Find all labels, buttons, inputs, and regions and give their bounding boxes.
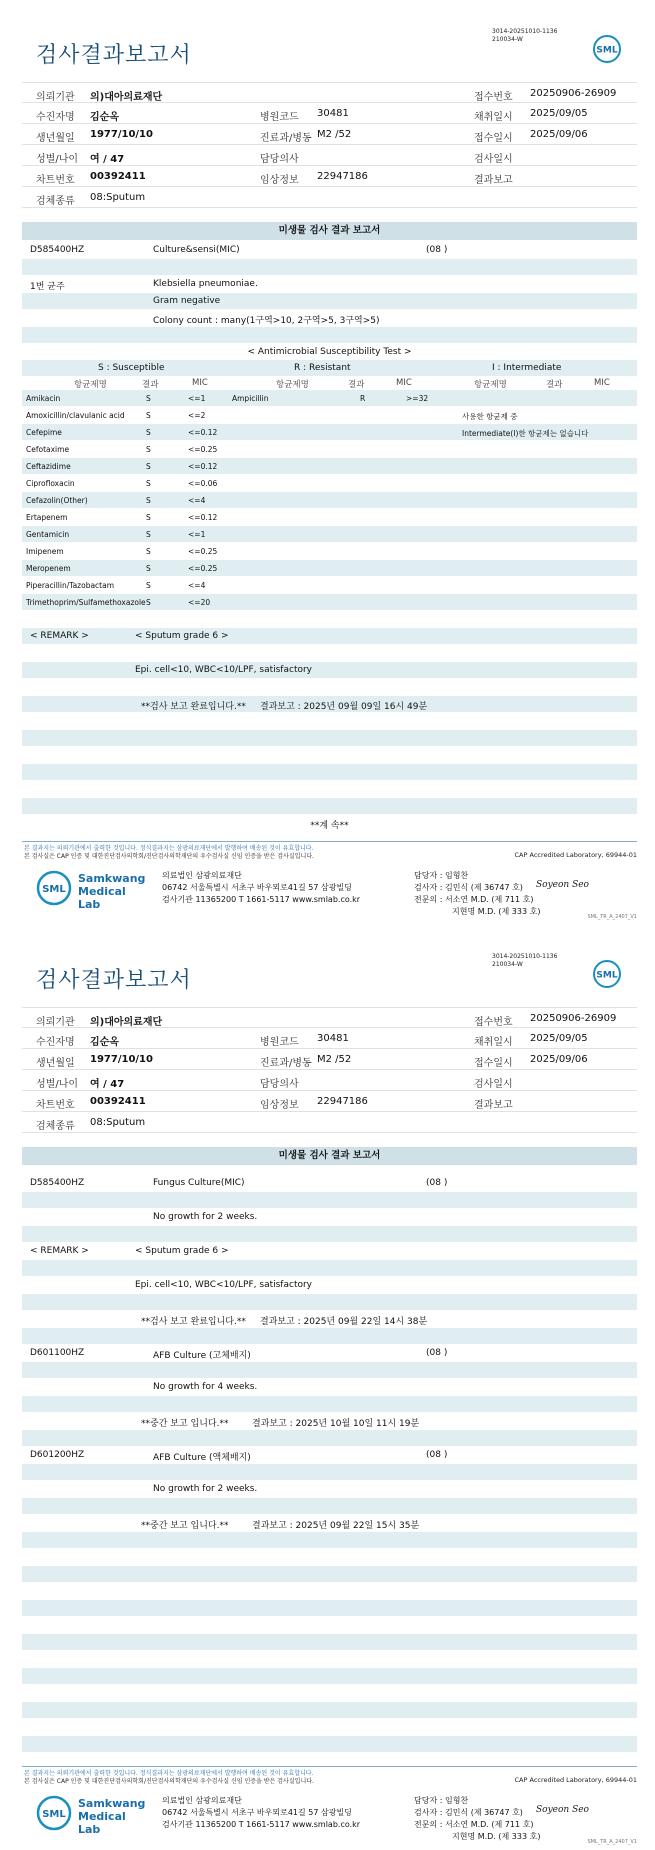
- chart-label: 차트번호: [36, 1100, 75, 1111]
- drug-name: Amoxicillin/clavulanic acid: [26, 411, 125, 420]
- test-name: Fungus Culture(MIC): [153, 1178, 245, 1188]
- test-name: AFB Culture (고체배지): [153, 1351, 251, 1361]
- footer-cap-right: CAP Accredited Laboratory, 69944-01: [514, 851, 637, 859]
- signature-image: Soyeon Seo: [536, 1805, 589, 1815]
- col-result-1: 결과: [142, 380, 159, 390]
- spacer-row: [22, 747, 637, 763]
- ast-row: [22, 543, 637, 559]
- ast-row: [22, 509, 637, 525]
- ast-row: [22, 526, 637, 542]
- drug-mic: <=4: [188, 581, 206, 590]
- gram-stain: Gram negative: [153, 296, 221, 306]
- form-code: SML_TR_A_2407_V1: [587, 914, 637, 920]
- collect-date-label: 채취일시: [474, 112, 513, 123]
- specimen-code: (08 ): [426, 1348, 448, 1358]
- samkwang-logo: SML Samkwang Medical Lab: [36, 866, 146, 906]
- dept-label: 진료과/병동: [260, 133, 312, 144]
- samkwang-logo-icon: [36, 870, 72, 906]
- report-status: **중간 보고 입니다.**: [141, 1521, 229, 1531]
- report-time: 결과보고 : 2025년 09월 09일 16시 49분: [260, 702, 428, 712]
- page-title: 검사결과보고서: [36, 968, 192, 993]
- colony-count: Colony count : many(1구역>10, 2구역>5, 3구역>5): [153, 316, 380, 326]
- spacer-row: [22, 1396, 637, 1412]
- dept-value: M2 /52: [317, 129, 352, 140]
- intermediate-note: Intermediate(I)한 항균제는 없습니다: [462, 429, 589, 438]
- spacer-row: [22, 1668, 637, 1684]
- hospital-code-label: 병원코드: [260, 112, 299, 123]
- col-mic-3: MIC: [594, 378, 610, 388]
- drug-mic: <=0.12: [188, 513, 218, 522]
- samkwang-logo-icon: [36, 1795, 72, 1831]
- footer-cap-note: 본 검사실은 CAP 인증 및 대한진단검사의학회/진단검사의학재단의 우수검사실 신임 인증을 받은 검사실입니다.: [24, 853, 314, 860]
- section-title: 미생물 검사 결과 보고서: [22, 1147, 637, 1165]
- report-status: **검사 보고 완료입니다.**: [141, 702, 246, 712]
- spacer-row: [22, 1736, 637, 1752]
- report-status: **중간 보고 입니다.**: [141, 1419, 229, 1429]
- dob-value: 1977/10/10: [90, 129, 153, 140]
- intermediate-note: 사용한 항균제 중: [462, 412, 518, 421]
- patient-info-table: [22, 1007, 637, 1133]
- form-code: SML_TR_A_2407_V1: [587, 1839, 637, 1845]
- clinical-value: 22947186: [317, 1096, 368, 1107]
- sex-age-label: 성별/나이: [36, 154, 79, 165]
- col-drug-2: 항균제명: [276, 380, 309, 390]
- drug-mic: >=32: [406, 394, 429, 403]
- sml-logo-icon: [592, 959, 622, 989]
- collect-date-value: 2025/09/05: [530, 1033, 588, 1044]
- spacer-row: [22, 1192, 637, 1208]
- footer-cap-right: CAP Accredited Laboratory, 69944-01: [514, 1776, 637, 1784]
- receive-date-label: 접수일시: [474, 133, 513, 144]
- spacer-row: [22, 764, 637, 780]
- drug-name: Cefazolin(Other): [26, 496, 88, 505]
- drug-name: Ceftazidime: [26, 462, 71, 471]
- specimen-label: 검체종류: [36, 1121, 75, 1132]
- spacer-row: [22, 1226, 637, 1242]
- drug-mic: <=0.25: [188, 564, 218, 573]
- spacer-row: [22, 1294, 637, 1310]
- org-value: 의)대아의료재단: [90, 92, 163, 103]
- culture-result: No growth for 2 weeks.: [153, 1484, 258, 1494]
- spacer-row: [22, 327, 637, 343]
- drug-name: Amikacin: [26, 394, 61, 403]
- ast-row: [22, 424, 637, 440]
- organism-name: Klebsiella pneumoniae.: [153, 279, 258, 289]
- report-time: 결과보고 : 2025년 09월 22일 14시 38분: [260, 1317, 428, 1327]
- col-mic-1: MIC: [192, 378, 208, 388]
- spacer-row: [22, 1260, 637, 1276]
- footer-divider: [22, 841, 637, 842]
- drug-name: Imipenem: [26, 547, 64, 556]
- spacer-row: [22, 1498, 637, 1514]
- ast-row: [22, 560, 637, 576]
- drug-mic: <=0.06: [188, 479, 218, 488]
- hospital-code-value: 30481: [317, 108, 349, 119]
- test-code: D585400HZ: [30, 245, 85, 255]
- collect-date-value: 2025/09/05: [530, 108, 588, 119]
- ast-row: [22, 407, 637, 423]
- ast-row: [22, 475, 637, 491]
- ast-row: [22, 390, 637, 406]
- drug-result: S: [146, 394, 151, 403]
- ast-row: [22, 458, 637, 474]
- receipt-no-label: 접수번호: [474, 92, 513, 103]
- drug-name: Cefepime: [26, 428, 62, 437]
- legend-susceptible: S : Susceptible: [98, 363, 165, 373]
- remark-grade: < Sputum grade 6 >: [135, 1246, 229, 1256]
- culture-result: No growth for 2 weeks.: [153, 1212, 258, 1222]
- report-label: 결과보고: [474, 1100, 513, 1111]
- col-result-2: 결과: [348, 380, 365, 390]
- remark-text: Epi. cell<10, WBC<10/LPF, satisfactory: [135, 665, 313, 675]
- drug-result: S: [146, 547, 151, 556]
- legend-resistant: R : Resistant: [294, 363, 351, 373]
- drug-name: Trimethoprim/Sulfamethoxazole: [26, 598, 146, 607]
- spacer-row: [22, 679, 637, 695]
- signatories: 담당자 : 임형찬 검사자 : 김민식 (제 36747 호) 전문의 : 서소연 M.D. (제 711 호) 지현명 M.D. (제 333 호): [414, 871, 541, 916]
- hospital-code-label: 병원코드: [260, 1037, 299, 1048]
- ast-title: < Antimicrobial Susceptibility Test >: [247, 347, 412, 357]
- chart-label: 차트번호: [36, 175, 75, 186]
- drug-result: R: [360, 394, 366, 403]
- test-date-label: 검사일시: [474, 154, 513, 165]
- spacer-row: [22, 1362, 637, 1378]
- drug-mic: <=0.25: [188, 547, 218, 556]
- isolate-label: 1번 균주: [30, 282, 65, 292]
- clinical-label: 임상정보: [260, 175, 299, 186]
- spacer-row: [22, 1464, 637, 1480]
- samkwang-logo: SML Samkwang Medical Lab: [36, 1791, 146, 1831]
- test-name: Culture&sensi(MIC): [153, 245, 240, 255]
- drug-name: Ampicillin: [232, 394, 269, 403]
- report-time: 결과보고 : 2025년 10월 10일 11시 19분: [252, 1419, 420, 1429]
- receive-date-value: 2025/09/06: [530, 1054, 588, 1065]
- spacer-row: [22, 259, 637, 275]
- remark-text: Epi. cell<10, WBC<10/LPF, satisfactory: [135, 1280, 313, 1290]
- report-label: 결과보고: [474, 175, 513, 186]
- drug-result: S: [146, 496, 151, 505]
- dept-label: 진료과/병동: [260, 1058, 312, 1069]
- ast-row: [22, 594, 637, 610]
- drug-mic: <=4: [188, 496, 206, 505]
- name-label: 수진자명: [36, 1037, 75, 1048]
- section-title: 미생물 검사 결과 보고서: [22, 222, 637, 240]
- col-drug-3: 항균제명: [474, 380, 507, 390]
- footer-warning: 본 결과지는 의뢰기관에서 출력한 것입니다. 정식결과지는 삼광의료재단에서 발행하여 배송된 것이 유효합니다.: [24, 1770, 314, 1777]
- spacer-row: [22, 645, 637, 661]
- document-number: 3014-20251010-1136 210034-W: [492, 28, 558, 43]
- specimen-code: (08 ): [426, 1178, 448, 1188]
- spacer-row: [22, 1532, 637, 1548]
- drug-name: Ertapenem: [26, 513, 68, 522]
- report-status: **검사 보고 완료입니다.**: [141, 1317, 246, 1327]
- doctor-label: 담당의사: [260, 154, 299, 165]
- drug-result: S: [146, 445, 151, 454]
- name-label: 수진자명: [36, 112, 75, 123]
- receipt-no-value: 20250906-26909: [530, 1013, 617, 1024]
- remark-label: < REMARK >: [30, 1246, 89, 1256]
- ast-row: [22, 492, 637, 508]
- receipt-no-label: 접수번호: [474, 1017, 513, 1028]
- ast-row: [22, 577, 637, 593]
- org-label: 의뢰기관: [36, 1017, 75, 1028]
- drug-result: S: [146, 411, 151, 420]
- drug-mic: <=20: [188, 598, 211, 607]
- col-drug-1: 항균제명: [74, 380, 107, 390]
- name-value: 김순옥: [90, 112, 119, 123]
- spacer-row: [22, 730, 637, 746]
- drug-result: S: [146, 513, 151, 522]
- org-value: 의)대아의료재단: [90, 1017, 163, 1028]
- document-number: 3014-20251010-1136 210034-W: [492, 953, 558, 968]
- drug-name: Gentamicin: [26, 530, 70, 539]
- drug-result: S: [146, 428, 151, 437]
- drug-mic: <=0.25: [188, 445, 218, 454]
- doctor-label: 담당의사: [260, 1079, 299, 1090]
- col-result-3: 결과: [546, 380, 563, 390]
- page-title: 검사결과보고서: [36, 43, 192, 68]
- chart-value: 00392411: [90, 1096, 146, 1107]
- drug-mic: <=2: [188, 411, 206, 420]
- report-time: 결과보고 : 2025년 09월 22일 15시 35분: [252, 1521, 420, 1531]
- sml-logo-icon: [592, 34, 622, 64]
- spacer-row: [22, 1702, 637, 1718]
- drug-mic: <=1: [188, 530, 206, 539]
- specimen-value: 08:Sputum: [90, 192, 146, 203]
- sml-logo-text: SML: [596, 970, 618, 981]
- drug-name: Ciprofloxacin: [26, 479, 75, 488]
- footer-cap-note: 본 검사실은 CAP 인증 및 대한진단검사의학회/진단검사의학재단의 우수검사실 신임 인증을 받은 검사실입니다.: [24, 1778, 314, 1785]
- dept-value: M2 /52: [317, 1054, 352, 1065]
- sex-age-value: 여 / 47: [90, 154, 125, 165]
- sex-age-label: 성별/나이: [36, 1079, 79, 1090]
- test-date-label: 검사일시: [474, 1079, 513, 1090]
- samkwang-logo-text: SML: [42, 1809, 66, 1820]
- drug-mic: <=1: [188, 394, 206, 403]
- spacer-row: [22, 1600, 637, 1616]
- test-code: D585400HZ: [30, 1178, 85, 1188]
- hospital-code-value: 30481: [317, 1033, 349, 1044]
- name-value: 김순옥: [90, 1037, 119, 1048]
- remark-grade: < Sputum grade 6 >: [135, 631, 229, 641]
- spacer-row: [22, 1566, 637, 1582]
- chart-value: 00392411: [90, 171, 146, 182]
- spacer-row: [22, 798, 637, 814]
- drug-result: S: [146, 530, 151, 539]
- test-code: D601100HZ: [30, 1348, 85, 1358]
- test-name: AFB Culture (액체배지): [153, 1453, 251, 1463]
- drug-name: Cefotaxime: [26, 445, 70, 454]
- collect-date-label: 채취일시: [474, 1037, 513, 1048]
- spacer-row: [22, 1328, 637, 1344]
- specimen-value: 08:Sputum: [90, 1117, 146, 1128]
- drug-mic: <=0.12: [188, 428, 218, 437]
- samkwang-logo-text: SML: [42, 884, 66, 895]
- legend-intermediate: I : Intermediate: [492, 363, 562, 373]
- drug-result: S: [146, 598, 151, 607]
- remark-label: < REMARK >: [30, 631, 89, 641]
- clinical-value: 22947186: [317, 171, 368, 182]
- footer-divider: [22, 1766, 637, 1767]
- patient-info-table: [22, 82, 637, 208]
- drug-mic: <=0.12: [188, 462, 218, 471]
- report-page-2: [0, 925, 655, 1850]
- receive-date-value: 2025/09/06: [530, 129, 588, 140]
- org-label: 의뢰기관: [36, 92, 75, 103]
- drug-name: Meropenem: [26, 564, 71, 573]
- signatories: 담당자 : 임형찬 검사자 : 김민식 (제 36747 호) 전문의 : 서소연 M.D. (제 711 호) 지현명 M.D. (제 333 호): [414, 1796, 541, 1841]
- org-address: 의료법인 삼광의료재단 06742 서울특별시 서초구 바우뫼로41길 57 삼광빌딩 검사기관 11365200 T 1661-5117 www.smlab.co.kr: [162, 1796, 361, 1829]
- drug-result: S: [146, 479, 151, 488]
- specimen-code: (08 ): [426, 1450, 448, 1460]
- signature-image: Soyeon Seo: [536, 880, 589, 890]
- spacer-row: [22, 1634, 637, 1650]
- drug-result: S: [146, 564, 151, 573]
- footer-warning: 본 결과지는 의뢰기관에서 출력한 것입니다. 정식결과지는 삼광의료재단에서 발행하여 배송된 것이 유효합니다.: [24, 845, 314, 852]
- col-mic-2: MIC: [396, 378, 412, 388]
- drug-result: S: [146, 462, 151, 471]
- continue-mark: **계 속**: [310, 821, 349, 831]
- sex-age-value: 여 / 47: [90, 1079, 125, 1090]
- specimen-label: 검체종류: [36, 196, 75, 207]
- org-address: 의료법인 삼광의료재단 06742 서울특별시 서초구 바우뫼로41길 57 삼광빌딩 검사기관 11365200 T 1661-5117 www.smlab.co.kr: [162, 871, 361, 904]
- sml-logo-text: SML: [596, 45, 618, 56]
- dob-label: 생년월일: [36, 133, 75, 144]
- dob-label: 생년월일: [36, 1058, 75, 1069]
- spacer-row: [22, 781, 637, 797]
- spacer-row: [22, 1430, 637, 1446]
- specimen-code: (08 ): [426, 245, 448, 255]
- spacer-row: [22, 713, 637, 729]
- drug-name: Piperacillin/Tazobactam: [26, 581, 115, 590]
- test-code: D601200HZ: [30, 1450, 85, 1460]
- receipt-no-value: 20250906-26909: [530, 88, 617, 99]
- ast-row: [22, 441, 637, 457]
- dob-value: 1977/10/10: [90, 1054, 153, 1065]
- clinical-label: 임상정보: [260, 1100, 299, 1111]
- receive-date-label: 접수일시: [474, 1058, 513, 1069]
- drug-result: S: [146, 581, 151, 590]
- culture-result: No growth for 4 weeks.: [153, 1382, 258, 1392]
